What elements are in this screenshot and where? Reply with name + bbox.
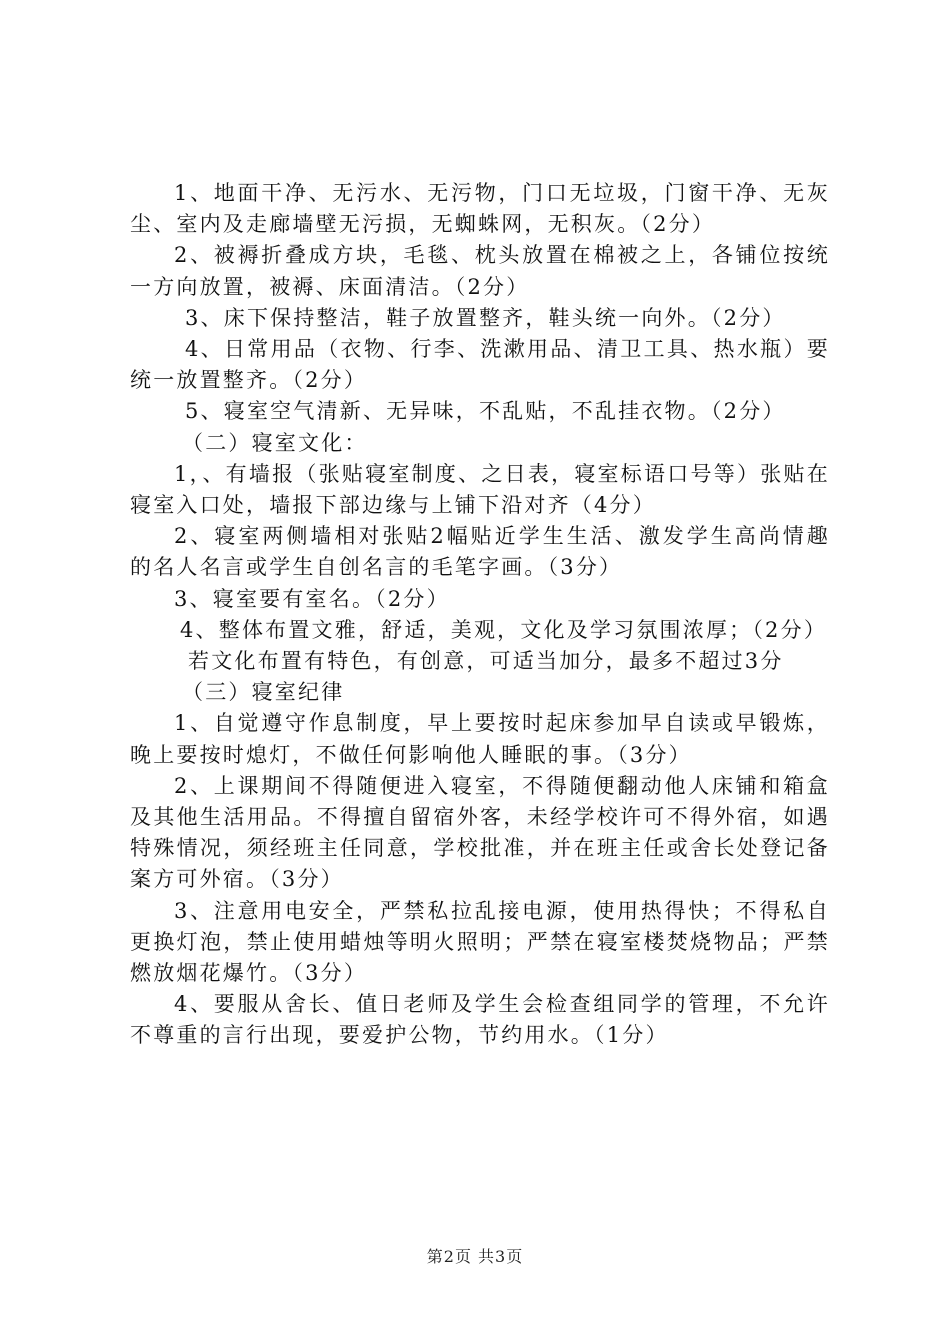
page-footer: 第2页 共3页 [426,1247,524,1266]
section1-item-1: 1、地面干净、无污水、无污物，门口无垃圾，门窗干净、无灰尘、室内及走廊墙壁无污损，无蜘蛛网，无积灰。（2分） [130,181,830,237]
section3-heading: （三）寝室纪律 [182,680,345,705]
section2-item-4: 4、整体布置文雅，舒适，美观，文化及学习氛围浓厚；（2分） [180,617,828,642]
section3-item-3: 3、注意用电安全，严禁私拉乱接电源，使用热得快；不得私自更换灯泡，禁止使用蜡烛等明火照明；严禁在寝室楼焚烧物品；严禁燃放烟花爆竹。（3分） [130,898,830,986]
section1-item-3: 3、床下保持整洁，鞋子放置整齐，鞋头统一向外。（2分） [185,305,786,330]
section2-item-2: 2、寝室两侧墙相对张贴2幅贴近学生生活、激发学生高尚情趣的名人名言或学生自创名言的毛笔字画。（3分） [130,524,830,580]
section2-note: 若文化布置有特色，有创意，可适当加分，最多不超过3分 [188,649,784,674]
section1-item-4: 4、日常用品（衣物、行李、洗漱用品、清卫工具、热水瓶）要统一放置整齐。（2分） [130,337,830,393]
section2-item-1: 1，、有墙报（张贴寝室制度、之日表，寝室标语口号等）张贴在寝室入口处，墙报下部边缘与上铺下沿对齐（4分） [130,461,830,518]
section2-heading: （二）寝室文化： [182,430,368,455]
section3-item-2: 2、上课期间不得随便进入寝室，不得随便翻动他人床铺和箱盒及其他生活用品。不得擅自留宿外客，未经学校许可不得外宿，如遇特殊情况，须经班主任同意，学校批准，并在班主任或舍长处登记备案方可外宿。（3分） [130,773,830,892]
section1-item-2: 2、被褥折叠成方块，毛毯、枕头放置在棉被之上，各铺位按统一方向放置，被褥、床面清洁。（2分） [130,243,830,299]
section3-item-1: 1、自觉遵守作息制度，早上要按时起床参加早自读或早锻炼，晚上要按时熄灯，不做任何影响他人睡眠的事。（3分） [130,711,830,767]
section1-item-5: 5、寝室空气清新、无异味，不乱贴，不乱挂衣物。（2分） [185,399,786,424]
section2-item-3: 3、寝室要有室名。（2分） [174,586,450,611]
section3-item-4: 4、要服从舍长、值日老师及学生会检查组同学的管理，不允许不尊重的言行出现，要爱护公物，节约用水。（1分） [130,992,830,1048]
document-body [130,178,830,1052]
